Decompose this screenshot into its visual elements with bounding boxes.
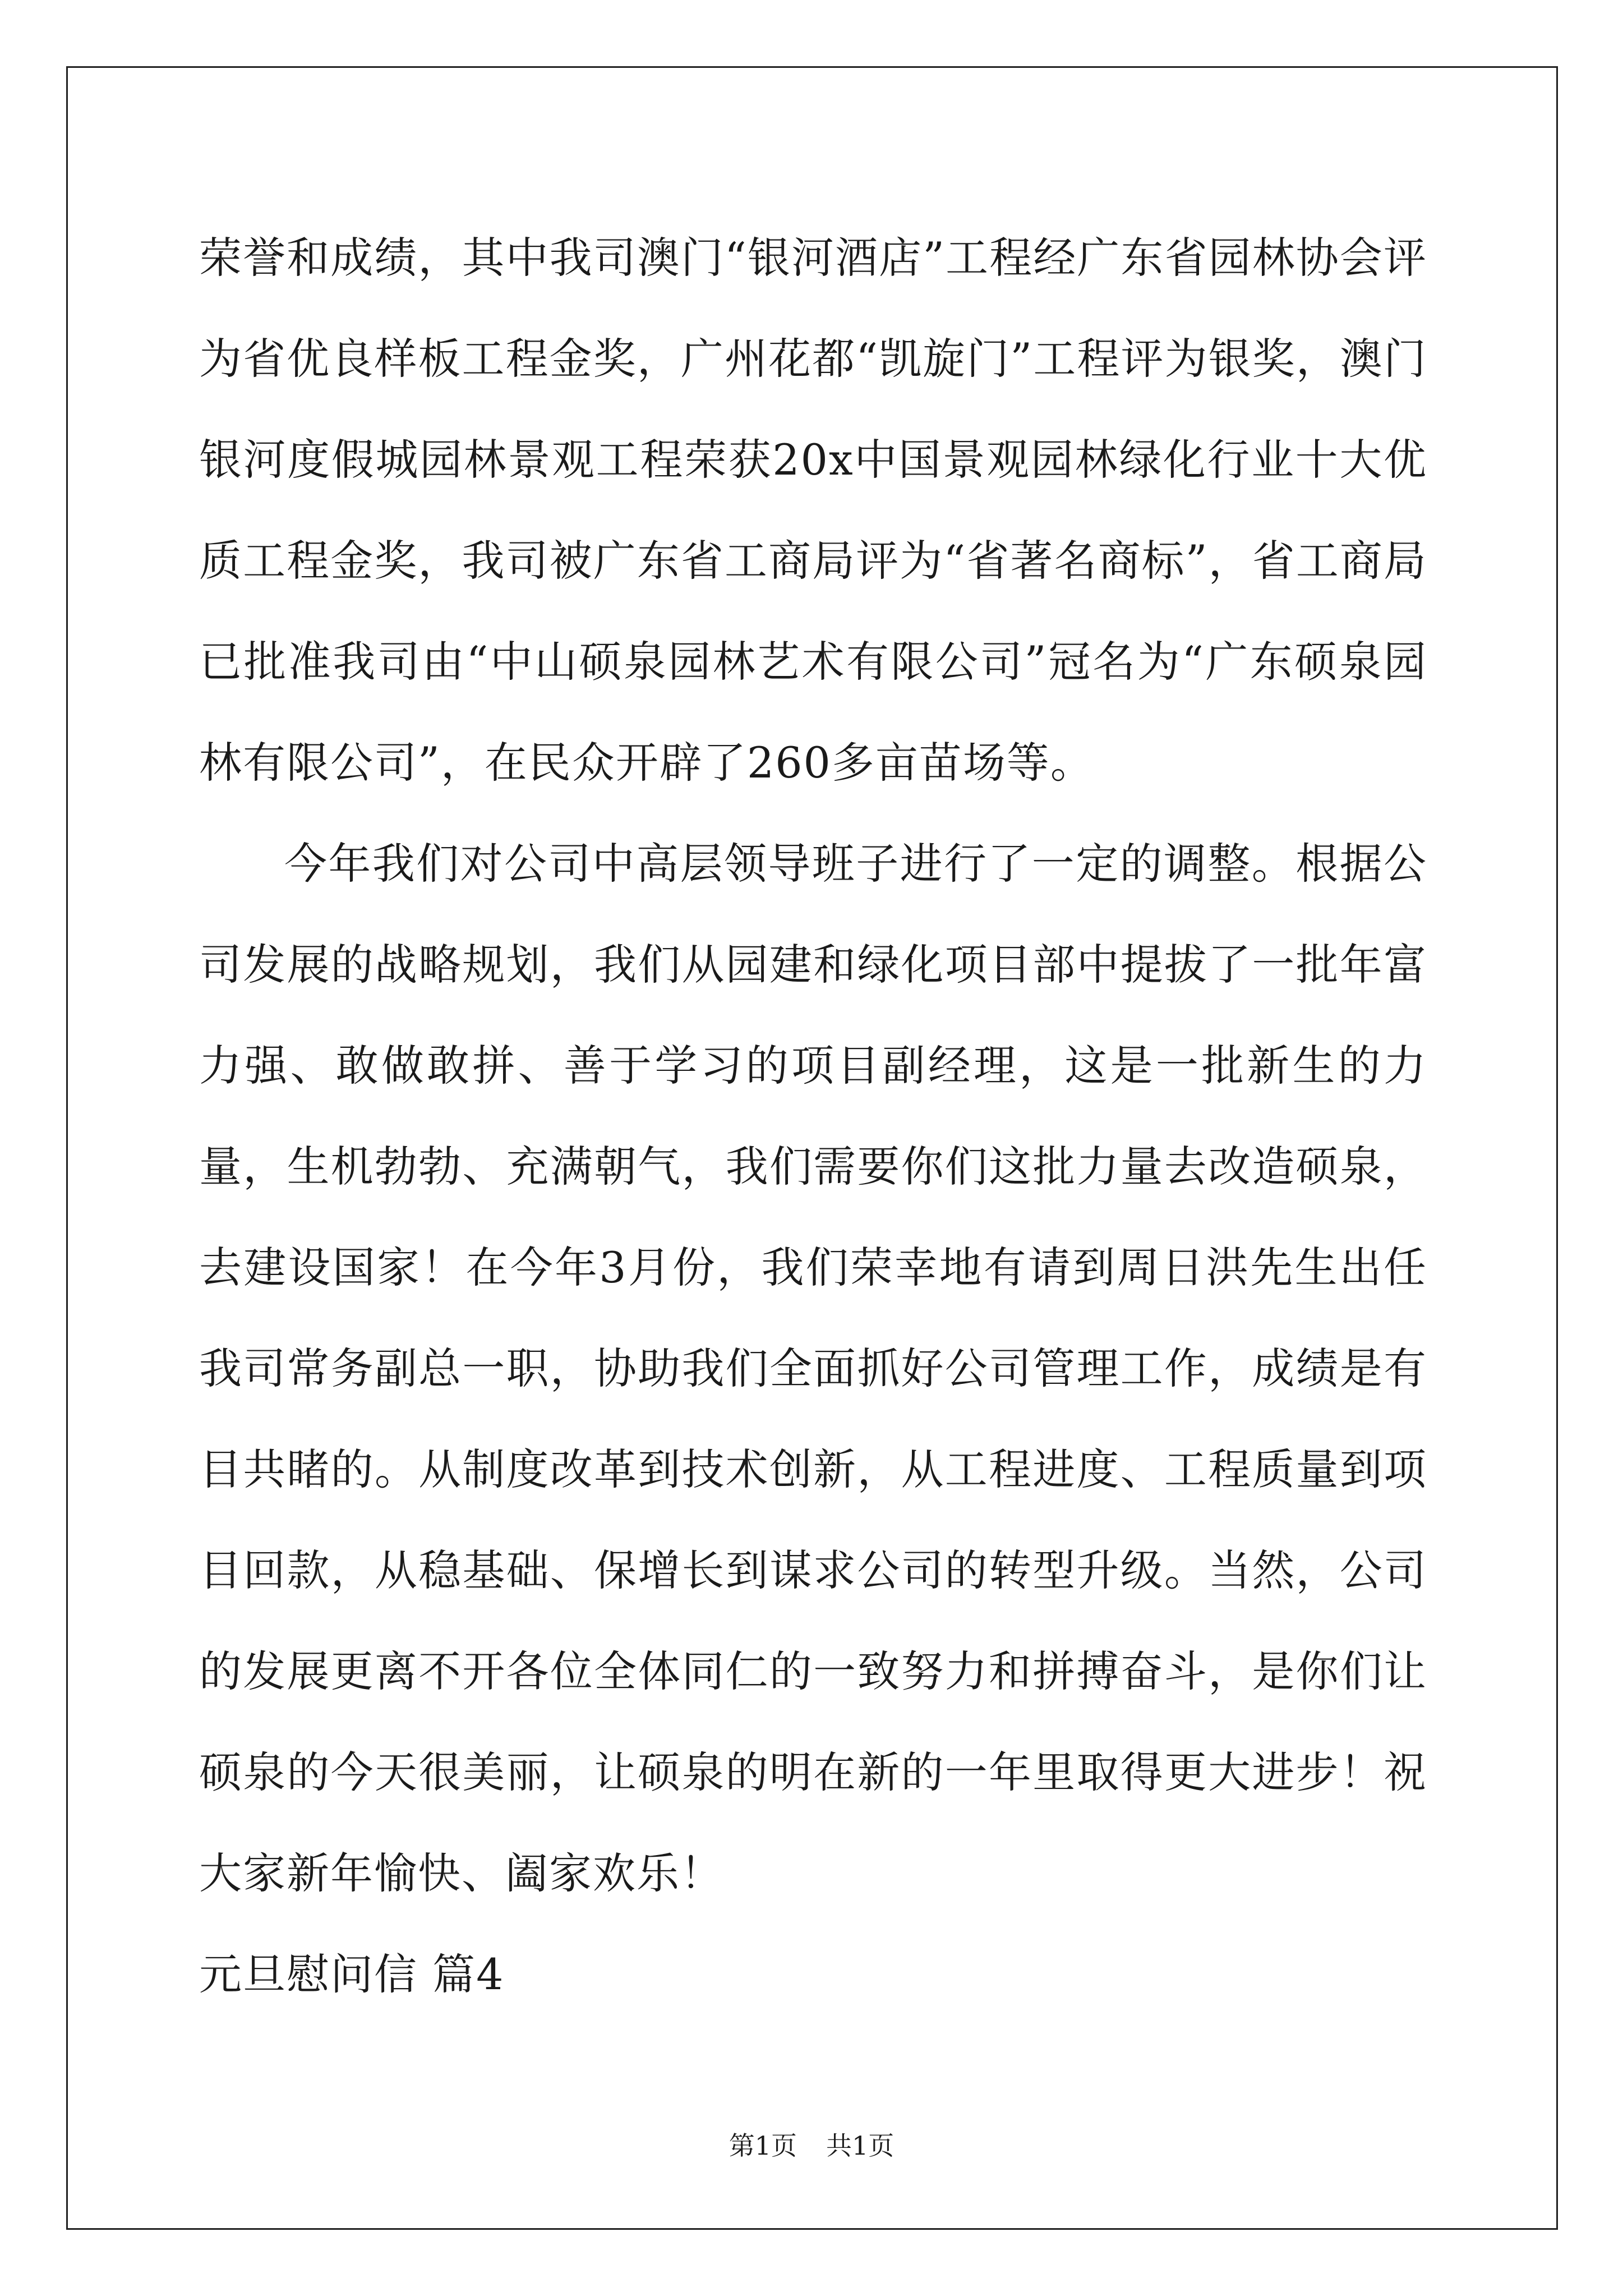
paragraph-2: 今年我们对公司中高层领导班子进行了一定的调整。根据公司发展的战略规划，我们从园建和绿化项目部中提拔了一批年富力强、敢做敢拼、善于学习的项目副经理，这是一批新生的力量，生机勃勃、充满朝气，我们需要你们这批力量去改造硕泉，去建设国家！在今年3月份，我们荣幸地有请到周日洪先生出任我司常务副总一职，协助我们全面抓好公司管理工作，成绩是有目共睹的。从制度改革到技术创新，从工程进度、工程质量到项目回款，从稳基础、保增长到谋求公司的转型升级。当然，公司的发展更离不开各位全体同仁的一致努力和拼搏奋斗，是你们让硕泉的今天很美丽，让硕泉的明在新的一年里取得更大进步！祝大家新年愉快、阖家欢乐！ (199, 839, 1427, 1898)
section-heading: 元旦慰问信 篇4 (199, 1949, 505, 1999)
page-total: 共1页 (826, 2131, 895, 2161)
paragraph-1: 荣誉和成绩，其中我司澳门“银河酒店”工程经广东省园林协会评为省优良样板工程金奖，广州花都“凯旋门”工程评为银奖，澳门银河度假城园林景观工程荣获20x中国景观园林绿化行业十大优质工程金奖，我司被广东省工商局评为“省著名商标”，省工商局已批准我司由“中山硕泉园林艺术有限公司”冠名为“广东硕泉园林有限公司”，在民众开辟了260多亩苗场等。 (199, 233, 1427, 788)
document-body (199, 208, 1427, 2025)
page-number: 第1页 (728, 2131, 797, 2161)
page-footer (0, 2129, 1623, 2162)
